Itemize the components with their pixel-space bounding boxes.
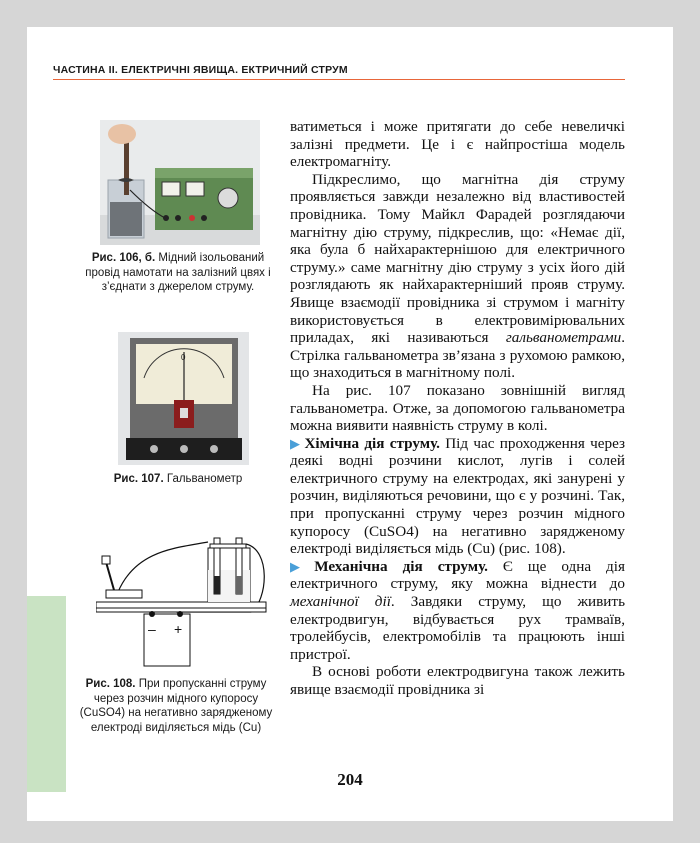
running-header: ЧАСТИНА ІІ. ЕЛЕКТРИЧНІ ЯВИЩА. ЕКТРИЧНИЙ СТРУМ — [53, 64, 625, 80]
figure-107-label: Рис. 107. — [113, 473, 164, 485]
paragraph-3: На рис. 107 показано зовнішній вигляд гальванометра. Отже, за допомогою гальванометра можна виявити наявність струму в колі. — [290, 381, 625, 435]
galvanometers-term: гальванометрами — [505, 329, 622, 347]
mechanical-action-text-b: . Завдяки струму, що живить електродвигун, відбувається рух трамваїв, тролейбусів, електромобілів та працюють інші пристрої. — [290, 593, 625, 663]
chemical-action-text: Під час проходження через деякі водні розчини кислот, лугів і солей електричного струму на електродах, які занурені у розчин, виділяються речовини, що є у розчині. Так, при пропусканні струму через розчин мідного купоросу (CuSO4) на негативно зарядженому електроді виділяється мідь (Cu) (рис. 108). — [290, 434, 625, 558]
figure-108-caption — [76, 677, 276, 735]
chemical-action-heading: Хімічна дія струму. — [304, 434, 440, 452]
battery-minus-label: – — [148, 621, 156, 637]
battery-plus-label: + — [174, 621, 183, 637]
figure-107-text: Гальванометр — [166, 473, 243, 485]
figure-106-label: Рис. 106, б. — [91, 252, 156, 264]
mechanical-action-heading: Механічна дія струму. — [314, 557, 488, 575]
figure-107-caption — [78, 472, 278, 487]
mechanical-action-term: механічної дії — [290, 593, 391, 611]
section-arrow-icon: ▶ — [290, 558, 312, 574]
paragraph-2-text-b: . Стрілка гальванометра зв’язана з рухомою рамкою, що знаходиться в магнітному полі. — [290, 329, 625, 382]
mechanical-action-text-a: Є ще одна дія електричного струму, яку можна віднести до — [290, 557, 625, 593]
page-number: 204 — [337, 770, 363, 789]
figure-108-drawing — [96, 530, 271, 672]
figure-108-text: При пропусканні струму через розчин мідного купоросу (CuSO4) на негативно зарядженому електроді виділяється мідь (Cu) — [79, 678, 273, 734]
figure-107-photo — [118, 332, 249, 465]
paragraph-1: ватиметься і може притягати до себе невеличкі залізні предмети. Це і є найпростіша модель електромагніту. — [290, 118, 625, 171]
section-arrow-icon: ▶ — [290, 435, 302, 451]
paragraph-chemical — [290, 435, 625, 558]
figure-106-text: Мідний ізольований провід намотати на залізний цвях і з’єднати з джерелом струму. — [85, 252, 271, 293]
paragraph-2-text-a: Підкреслимо, що магнітна дія струму проявляється завжди незалежно від властивостей провідника. Тому Майкл Фарадей розглядаючи магнітну дію струму, підкреслив, що: «Немає дії, яка була б найхарактернішою для електричного струму.» саме магнітну дію струму з усіх його дій розглядають як найхарактерніший прояв струму. Явище взаємодії провідника зі струмом і магніту використовується в електровимірювальних приладах, які називаються — [290, 170, 625, 347]
figure-106-photo — [100, 120, 260, 245]
margin-strip — [27, 596, 66, 792]
svg-text:0: 0 — [181, 353, 186, 362]
paragraph-6: В основі роботи електродвигуна також лежить явище взаємодії провідника зі — [290, 663, 625, 698]
figure-108-label: Рис. 108. — [85, 678, 136, 690]
body-text — [290, 118, 625, 699]
figure-106-caption — [78, 251, 278, 295]
paragraph-2 — [290, 171, 625, 382]
paragraph-mechanical — [290, 558, 625, 664]
